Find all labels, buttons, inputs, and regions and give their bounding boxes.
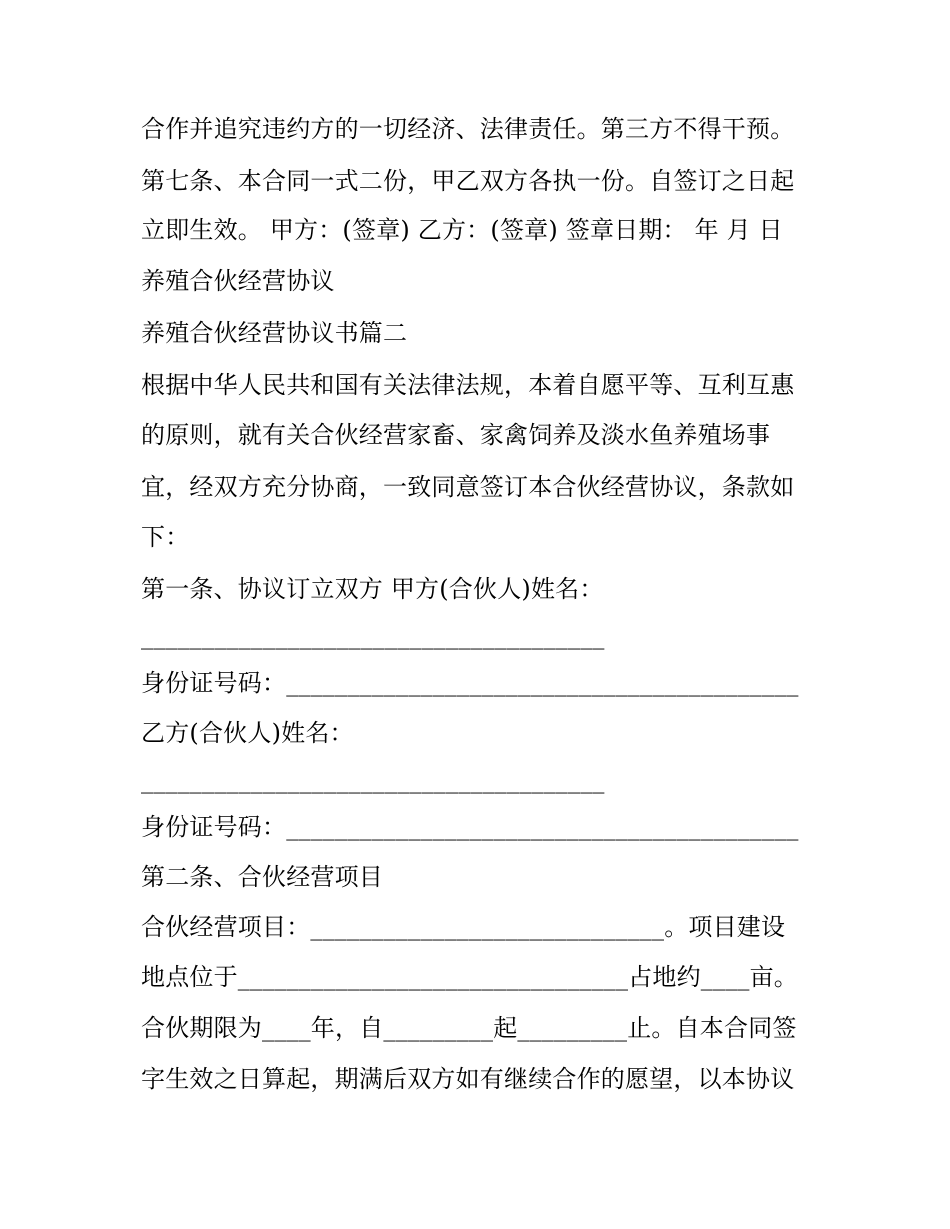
text-line-1: 合作并追究违约方的一切经济、法律责任。第三方不得干预。 bbox=[141, 115, 795, 143]
section-subtitle: 养殖合伙经营协议书篇二 bbox=[141, 319, 408, 347]
party-b-name-blank: ______________________________________ bbox=[141, 766, 605, 794]
term-field: 合伙期限为____年，自_________起_________止。自本合同签 bbox=[141, 1014, 797, 1042]
text-line-7: 的原则，就有关合伙经营家畜、家禽饲养及淡水鱼养殖场事 bbox=[141, 421, 771, 449]
text-line-2: 第七条、本合同一式二份，甲乙双方各执一份。自签订之日起 bbox=[141, 167, 795, 195]
text-line-8: 宜，经双方充分协商，一致同意签订本合伙经营协议，条款如 bbox=[141, 473, 795, 501]
article-one-heading: 第一条、协议订立双方 甲方(合伙人)姓名： bbox=[141, 575, 604, 603]
party-a-name-blank: ______________________________________ bbox=[141, 622, 605, 650]
section-title: 养殖合伙经营协议 bbox=[141, 267, 335, 295]
party-a-id-field: 身份证号码：__________________________________________ bbox=[141, 669, 799, 697]
party-b-name-label: 乙方(合伙人)姓名： bbox=[141, 719, 354, 747]
text-line-3: 立即生效。 甲方：(签章) 乙方：(签章) 签章日期： 年 月 日 bbox=[141, 216, 783, 244]
text-line-6: 根据中华人民共和国有关法律法规，本着自愿平等、互利互惠 bbox=[141, 371, 795, 399]
article-two-heading: 第二条、合伙经营项目 bbox=[141, 863, 383, 891]
project-field: 合伙经营项目：_____________________________。项目建设 bbox=[141, 913, 786, 941]
location-field: 地点位于________________________________占地约____亩。 bbox=[141, 963, 798, 991]
text-line-20: 字生效之日算起，期满后双方如有继续合作的愿望，以本协议 bbox=[141, 1065, 795, 1093]
party-b-id-field: 身份证号码：__________________________________________ bbox=[141, 813, 799, 841]
text-line-9: 下： bbox=[141, 523, 190, 551]
